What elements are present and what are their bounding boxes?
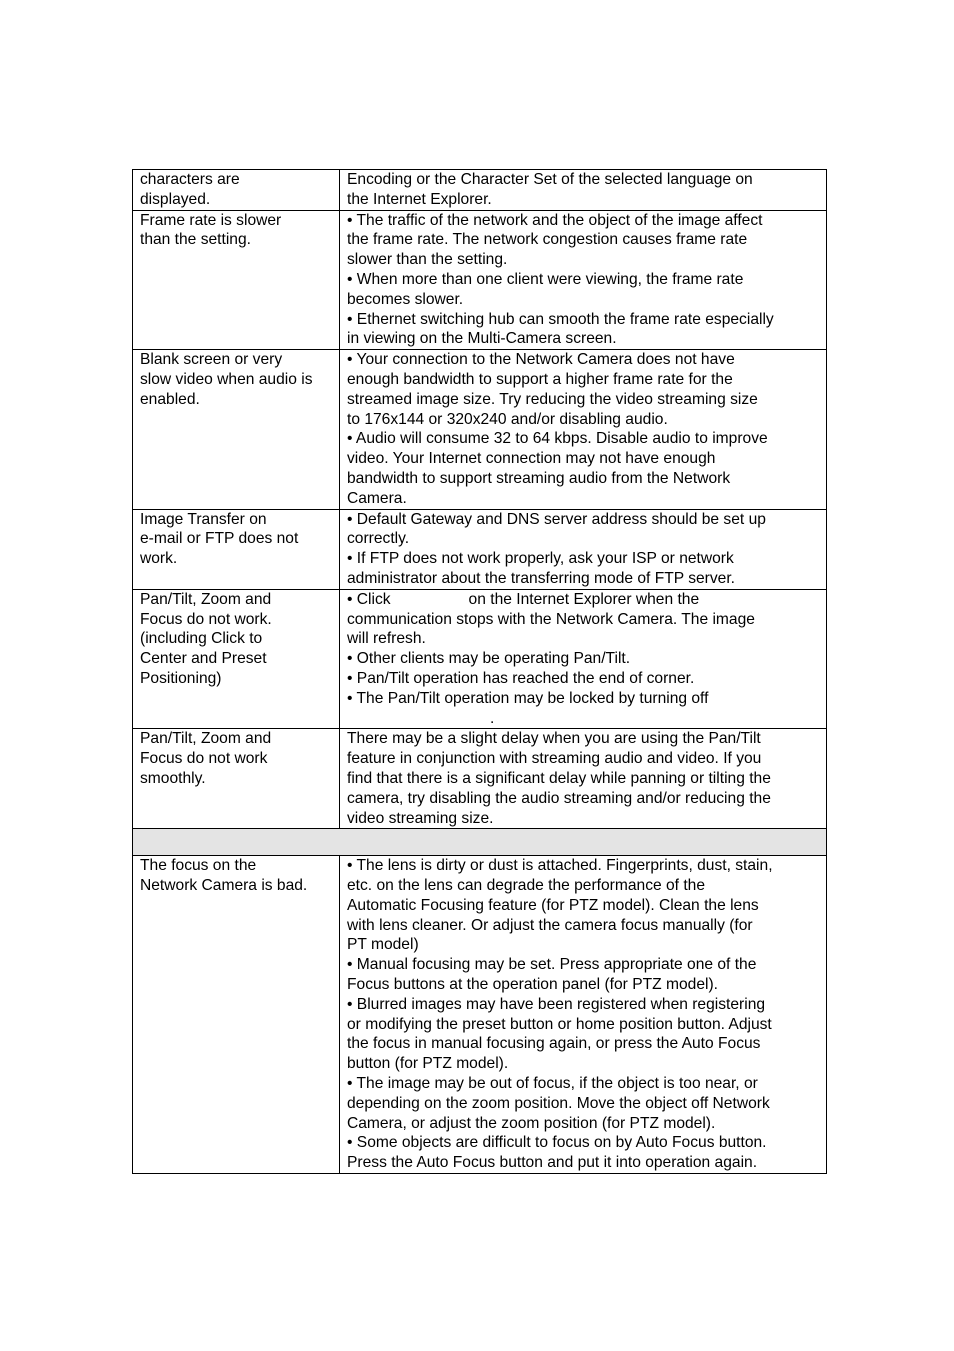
solution-text-line: Focus buttons at the operation panel (for PTZ model).	[347, 976, 718, 994]
solution-text-line: slower than the setting.	[347, 251, 508, 269]
solution-text-line: to 176x144 or 320x240 and/or disabling audio.	[347, 410, 668, 428]
problem-text-line: characters are	[140, 171, 240, 188]
solution-text-line: button (for PTZ model).	[347, 1055, 509, 1073]
problem-text-line: Pan/Tilt, Zoom and	[140, 730, 272, 748]
troubleshooting-table	[132, 169, 827, 1174]
problem-text-line: slow video when audio is	[140, 370, 313, 388]
solution-text-line: communication stops with the Network Camera. The image	[347, 610, 755, 628]
solution-text-line: Press the Auto Focus button and put it into operation again.	[347, 1154, 758, 1172]
problem-text-line: Pan/Tilt, Zoom and	[140, 590, 272, 608]
solution-text-line: PT model)	[347, 936, 419, 954]
solution-text-line: Automatic Focusing feature (for PTZ model). Clean the lens	[347, 896, 759, 914]
solution-text-line: enough bandwidth to support a higher frame rate for the	[347, 370, 733, 388]
solution-text-line: etc. on the lens can degrade the performance of the	[347, 877, 706, 895]
solution-text-line: • Default Gateway and DNS server address should be set up	[347, 510, 766, 528]
problem-cell	[133, 210, 340, 350]
solution-text-line: streamed image size. Try reducing the video streaming size	[347, 390, 758, 408]
solution-text-line: correctly.	[347, 530, 410, 548]
solution-text-line: • Pan/Tilt operation has reached the end of corner.	[347, 669, 695, 687]
problem-cell	[133, 589, 340, 729]
solution-text-line: bandwidth to support streaming audio from the Network	[347, 469, 731, 487]
solution-text-line: Camera, or adjust the zoom position (for PTZ model).	[347, 1114, 716, 1132]
problem-cell	[133, 350, 340, 509]
solution-cell	[340, 170, 827, 211]
problem-cell	[133, 509, 340, 589]
problem-text-line: (including Click to	[140, 630, 263, 648]
solution-text-line: will refresh.	[347, 630, 426, 648]
solution-text-line: • Some objects are difficult to focus on by Auto Focus button.	[347, 1134, 767, 1152]
table-row	[133, 856, 827, 1174]
section-header-row	[133, 829, 827, 856]
solution-cell	[340, 589, 827, 729]
table-row	[133, 729, 827, 829]
solution-text-line: • The traffic of the network and the object of the image affect	[347, 211, 763, 229]
solution-text-line: the frame rate. The network congestion causes frame rate	[347, 231, 748, 249]
problem-text-line: Frame rate is slower	[140, 211, 282, 229]
table-row	[133, 170, 827, 211]
problem-text-line: Focus do not work.	[140, 610, 272, 628]
solution-cell	[340, 210, 827, 350]
solution-text-line: the focus in manual focusing again, or press the Auto Focus	[347, 1035, 761, 1053]
problem-text-line: enabled.	[140, 390, 200, 408]
solution-text-line: .	[347, 709, 495, 727]
table-row	[133, 509, 827, 589]
problem-text-line: displayed.	[140, 190, 211, 208]
problem-cell	[133, 856, 340, 1174]
problem-text-line: work.	[140, 550, 178, 568]
table-row	[133, 589, 827, 729]
solution-text-line: find that there is a significant delay while panning or tilting the	[347, 769, 771, 787]
solution-text-line: • The lens is dirty or dust is attached. Fingerprints, dust, stain,	[347, 857, 773, 875]
solution-text-line: feature in conjunction with streaming audio and video. If you	[347, 750, 762, 768]
problem-text-line: Blank screen or very	[140, 351, 283, 369]
solution-cell	[340, 729, 827, 829]
solution-text-line: • The image may be out of focus, if the object is too near, or	[347, 1075, 758, 1093]
solution-text-line: becomes slower.	[347, 290, 464, 308]
solution-text-line: Camera.	[347, 489, 407, 507]
solution-text-line: the Internet Explorer.	[347, 190, 492, 208]
solution-text-line: in viewing on the Multi-Camera screen.	[347, 330, 617, 348]
solution-text-line: video. Your Internet connection may not have enough	[347, 450, 716, 468]
solution-text-line: • Ethernet switching hub can smooth the frame rate especially	[347, 310, 774, 328]
solution-text-line: camera, try disabling the audio streaming and/or reducing the	[347, 789, 771, 807]
solution-text-line: • When more than one client were viewing, the frame rate	[347, 270, 744, 288]
problem-text-line: Positioning)	[140, 669, 222, 687]
section-header-cell	[133, 829, 827, 856]
problem-text-line: Image Transfer on	[140, 510, 267, 528]
problem-text-line: than the setting.	[140, 231, 251, 249]
table-row	[133, 350, 827, 509]
solution-text-line: • The Pan/Tilt operation may be locked by turning off	[347, 689, 709, 707]
solution-text-line: • Your connection to the Network Camera does not have	[347, 351, 735, 369]
solution-text-line: • Audio will consume 32 to 64 kbps. Disable audio to improve	[347, 430, 768, 448]
solution-text-line: with lens cleaner. Or adjust the camera focus manually (for	[347, 916, 753, 934]
solution-text-line: • Click on the Internet Explorer when the	[347, 590, 700, 608]
solution-text-line: or modifying the preset button or home position button. Adjust	[347, 1015, 772, 1033]
solution-text-line: video streaming size.	[347, 809, 494, 827]
solution-cell	[340, 350, 827, 509]
problem-text-line: Center and Preset	[140, 650, 267, 668]
solution-text-line: Encoding or the Character Set of the selected language on	[347, 171, 753, 188]
troubleshooting-table-body	[133, 170, 827, 1174]
solution-text-line: There may be a slight delay when you are using the Pan/Tilt	[347, 730, 761, 748]
problem-text-line: Focus do not work	[140, 750, 268, 768]
problem-text-line: Network Camera is bad.	[140, 877, 308, 895]
problem-text-line: The focus on the	[140, 857, 257, 875]
solution-text-line: • If FTP does not work properly, ask your ISP or network	[347, 550, 734, 568]
problem-text-line: smoothly.	[140, 769, 206, 787]
solution-cell	[340, 509, 827, 589]
solution-text-line: • Other clients may be operating Pan/Tilt.	[347, 650, 631, 668]
solution-text-line: depending on the zoom position. Move the object off Network	[347, 1094, 770, 1112]
problem-cell	[133, 170, 340, 211]
problem-text-line: e-mail or FTP does not	[140, 530, 299, 548]
problem-cell	[133, 729, 340, 829]
solution-text-line: administrator about the transferring mode of FTP server.	[347, 569, 736, 587]
solution-text-line: • Blurred images may have been registered when registering	[347, 995, 766, 1013]
solution-cell	[340, 856, 827, 1174]
table-row	[133, 210, 827, 350]
solution-text-line: • Manual focusing may be set. Press appropriate one of the	[347, 956, 757, 974]
